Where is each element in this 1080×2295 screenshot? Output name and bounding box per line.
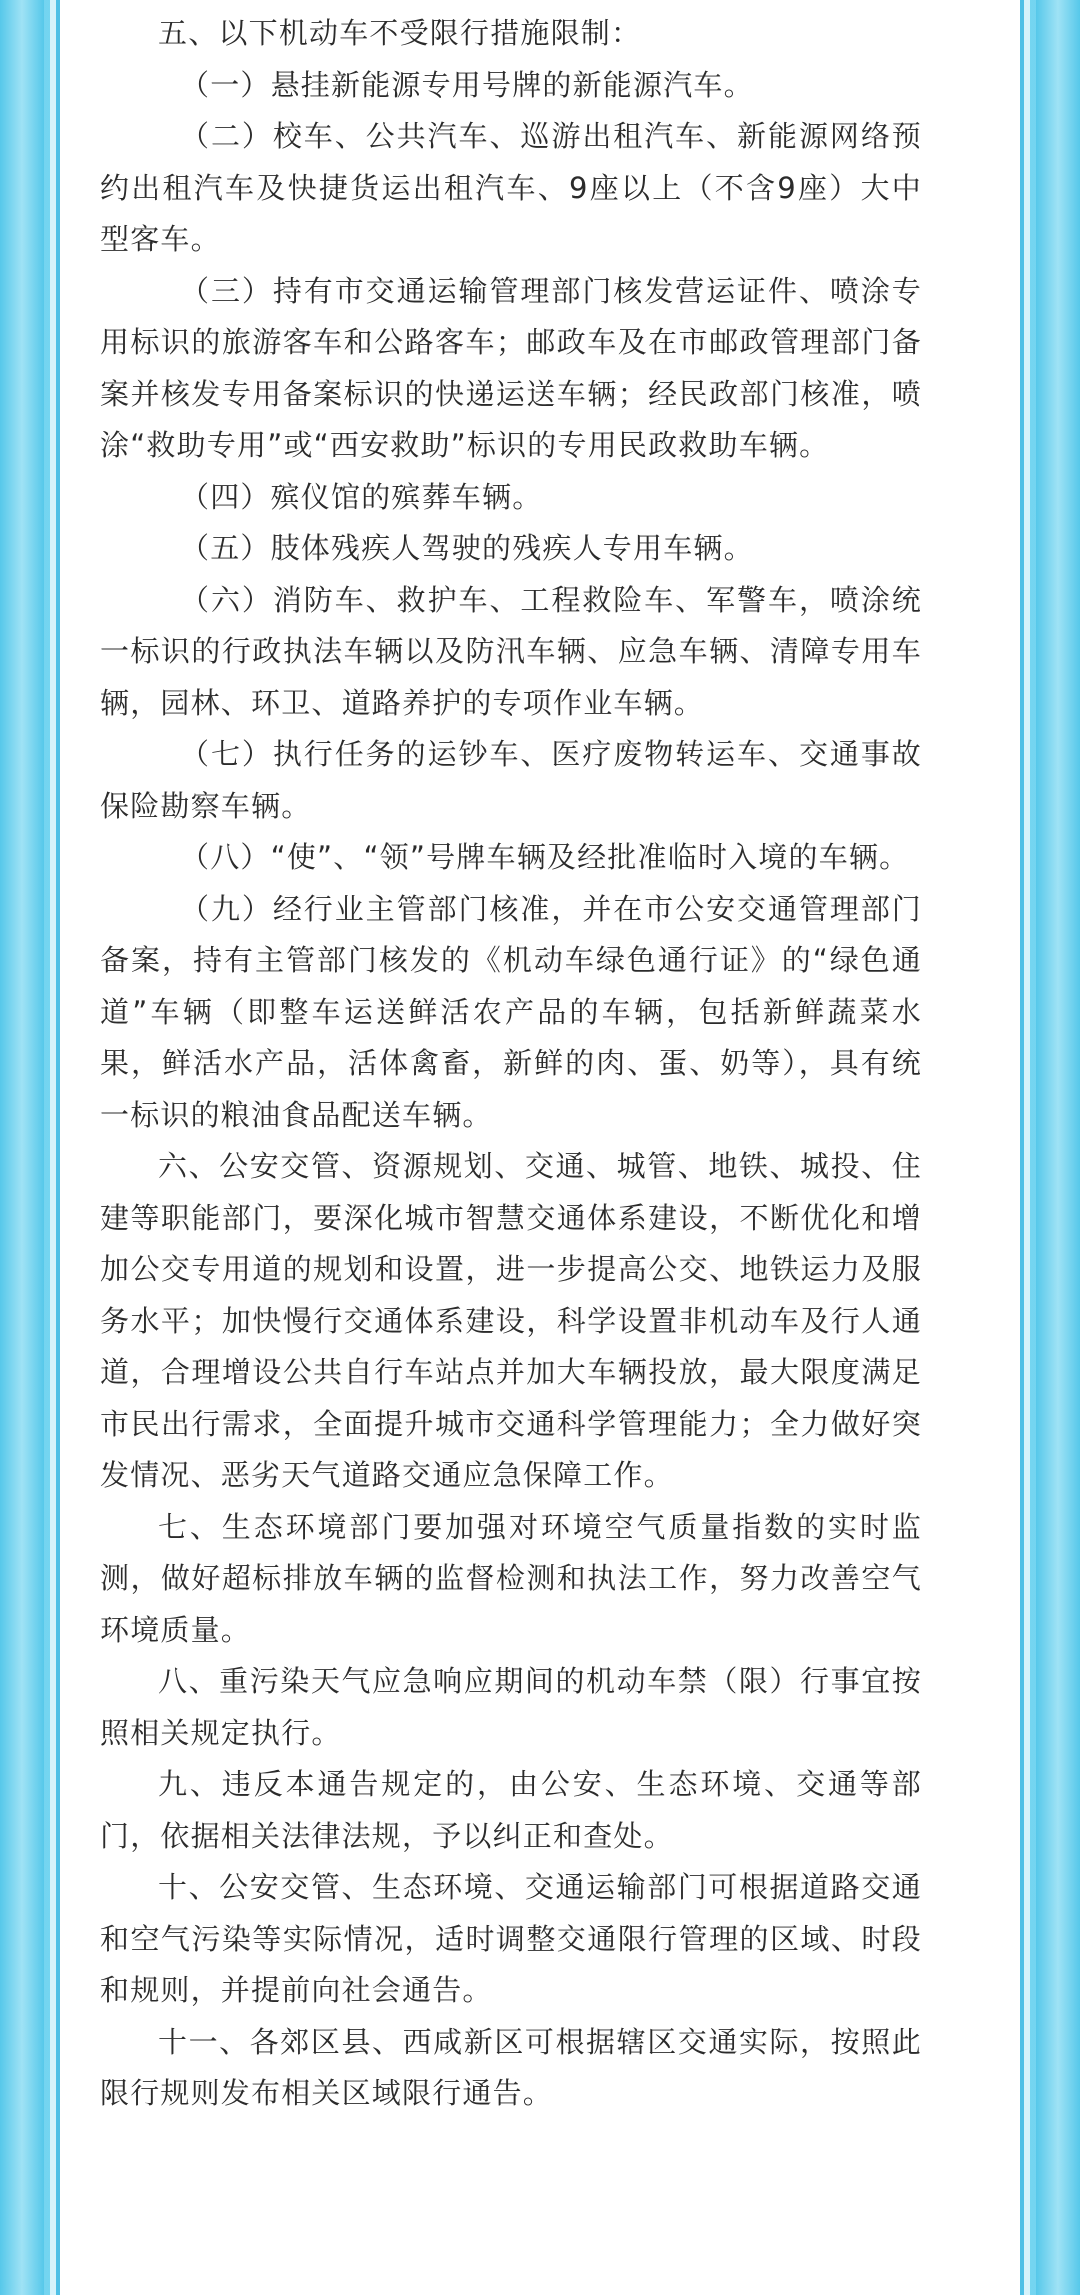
paragraph-9: 九、违反本通告规定的，由公安、生态环境、交通等部门，依据相关法律法规，予以纠正和查处。	[100, 1767, 922, 1853]
left-decorative-border	[0, 0, 44, 2295]
paragraph-7: 七、生态环境部门要加强对环境空气质量指数的实时监测，做好超标排放车辆的监督检测和执法工作，努力改善空气环境质量。	[100, 1509, 922, 1647]
right-decorative-border	[1036, 0, 1080, 2295]
paragraph-5-4: （四）殡仪馆的殡葬车辆。	[180, 479, 543, 514]
paragraph-6: 六、公安交管、资源规划、交通、城管、地铁、城投、住建等职能部门，要深化城市智慧交通体系建设，不断优化和增加公交专用道的规划和设置，进一步提高公交、地铁运力及服务水平；加快慢行交通体系建设，科学设置非机动车及行人通道，合理增设公共自行车站点并加大车辆投放，最大限度满足市民出行需求，全面提升城市交通科学管理能力；全力做好突发情况、恶劣天气道路交通应急保障工作。	[100, 1149, 922, 1492]
paragraph-10: 十、公安交管、生态环境、交通运输部门可根据道路交通和空气污染等实际情况，适时调整交通限行管理的区域、时段和规则，并提前向社会通告。	[100, 1870, 922, 2007]
paragraph-11: 十一、各郊区县、西咸新区可根据辖区交通实际，按照此限行规则发布相关区域限行通告。	[100, 2024, 922, 2110]
paragraph-5-1: （一）悬挂新能源专用号牌的新能源汽车。	[180, 67, 754, 102]
paragraph-5-6: （六）消防车、救护车、工程救险车、军警车，喷涂统一标识的行政执法车辆以及防汛车辆、应急车辆、清障专用车辆，园林、环卫、道路养护的专项作业车辆。	[100, 582, 922, 720]
right-decorative-stripe	[1024, 0, 1030, 2295]
paragraph-5-3: （三）持有市交通运输管理部门核发营运证件、喷涂专用标识的旅游客车和公路客车；邮政车及在市邮政管理部门备案并核发专用备案标识的快递运送车辆；经民政部门核准，喷涂“救助专用”或“西安救助”标识的专用民政救助车辆。	[100, 273, 922, 462]
document-body	[100, 8, 922, 2120]
paragraph-5-5: （五）肢体残疾人驾驶的残疾人专用车辆。	[180, 531, 754, 565]
paragraph-8: 八、重污染天气应急响应期间的机动车禁（限）行事宜按照相关规定执行。	[100, 1664, 922, 1750]
paragraph-5-2: （二）校车、公共汽车、巡游出租汽车、新能源网络预约出租汽车及快捷货运出租汽车、9座以上（不含9座）大中型客车。	[100, 119, 922, 256]
paragraph-5-7: （七）执行任务的运钞车、医疗废物转运车、交通事故保险勘察车辆。	[100, 737, 922, 823]
paragraph-5: 五、以下机动车不受限行措施限制：	[158, 16, 642, 50]
paragraph-5-9: （九）经行业主管部门核准，并在市公安交通管理部门备案，持有主管部门核发的《机动车绿色通行证》的“绿色通道”车辆（即整车运送鲜活农产品的车辆，包括新鲜蔬菜水果，鲜活水产品，活体禽畜，新鲜的肉、蛋、奶等），具有统一标识的粮油食品配送车辆。	[100, 891, 922, 1132]
paragraph-5-8: （八）“使”、“领”号牌车辆及经批准临时入境的车辆。	[180, 840, 910, 874]
